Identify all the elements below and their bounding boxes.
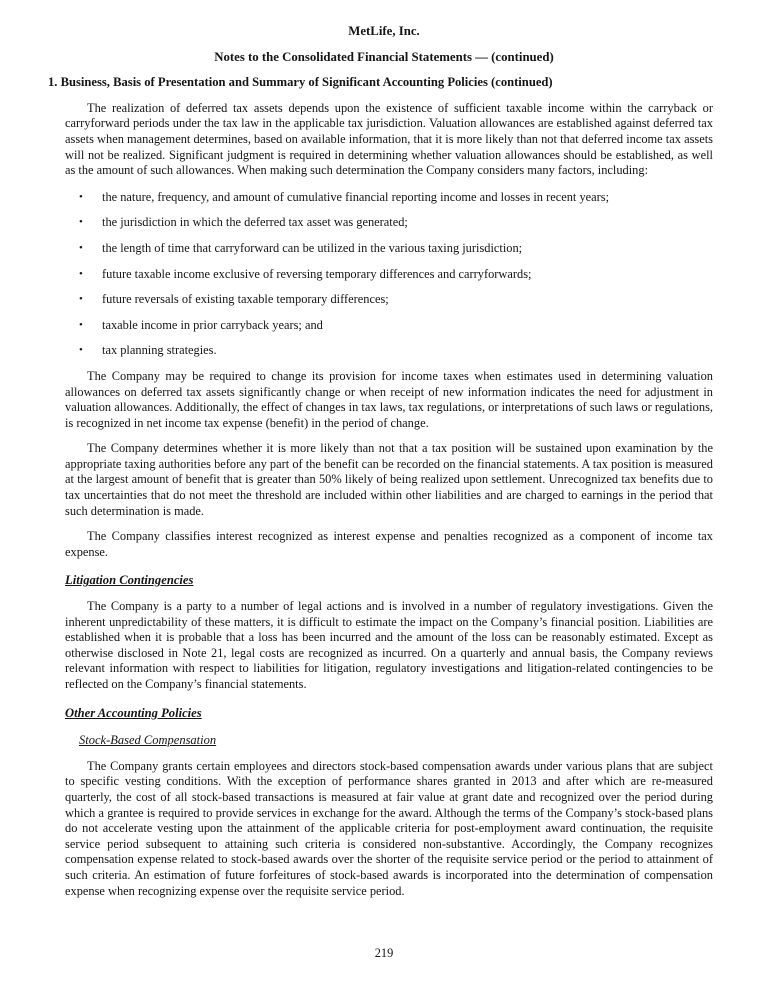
document-title: Notes to the Consolidated Financial Statements — (continued) (214, 49, 554, 64)
list-item (65, 292, 713, 308)
list-item-text: future taxable income exclusive of reversing temporary differences and carryforwards; (102, 266, 532, 281)
paragraph-tax-position: The Company determines whether it is more likely than not that a tax position will be sustained upon examination by the appropriate taxing authorities before any part of the benefit can be recorded on the financial statements. A tax position is measured at the largest amount of benefit that is greater than 50% likely of being realized upon settlement. Unrecognized tax benefits due to tax uncertainties that do not meet the threshold are included within other liabilities and are charged to earnings in the period that such determination is made. (65, 441, 713, 518)
bullet-icon: • (79, 190, 83, 203)
list-item-text: future reversals of existing taxable temporary differences; (102, 292, 389, 307)
litigation-contingencies-heading: Litigation Contingencies (65, 573, 194, 588)
list-item-text: the length of time that carryforward can be utilized in the various taxing jurisdiction; (102, 240, 523, 255)
list-item (65, 241, 713, 257)
list-item (65, 190, 713, 206)
company-title: MetLife, Inc. (348, 24, 420, 38)
bullet-icon: • (79, 318, 83, 331)
bullet-icon: • (79, 344, 83, 357)
list-item-text: tax planning strategies. (102, 343, 217, 358)
paragraph-provision-change: The Company may be required to change its provision for income taxes when estimates used in determining valuation allowances on deferred tax assets significantly change or when receipt of new information indicates the need for adjustment in valuation allowances. Additionally, the effect of changes in tax laws, tax regulations, or interpretations of such laws or regulations, is recognized in net income tax expense (benefit) in the period of change. (65, 368, 713, 430)
bullet-icon: • (79, 293, 83, 306)
bullet-icon: • (79, 267, 83, 280)
valuation-factors-list (65, 190, 713, 359)
paragraph-deferred-tax-realization: The realization of deferred tax assets depends upon the existence of sufficient taxable income within the carryback or carryforward periods under the tax law in the applicable tax jurisdiction. Valuation allowances are established against deferred tax assets when management determines, based on available information, that it is more likely than not that deferred income tax assets will not be realized. Significant judgment is required in determining whether valuation allowances should be established, as well as the amount of such allowances. When making such determination the Company considers many factors, including: (65, 100, 713, 178)
other-accounting-policies-heading: Other Accounting Policies (65, 705, 202, 720)
bullet-icon: • (79, 241, 83, 254)
list-item (65, 267, 713, 283)
paragraph-stock-compensation: The Company grants certain employees and directors stock-based compensation awards under various plans that are subject to specific vesting conditions. With the exception of performance shares granted in 2013 and after which are re-measured quarterly, the cost of all stock-based transactions is measured at fair value at grant date and recognized over the period during which a grantee is required to provide services in exchange for the award. Although the terms of the Company’s stock-based plans do not accelerate vesting upon the attainment of the applicable criteria for post-employment award continuation, the requisite service period subsequent to attaining such criteria is considered non-substantive. Accordingly, the Company recognizes compensation expense related to stock-based awards over the shorter of the requisite service period or the period to attainment of such criteria. An estimation of future forfeitures of stock-based awards is incorporated into the determination of compensation expense when recognizing expense over the requisite service period. (65, 758, 713, 898)
list-item-text: the jurisdiction in which the deferred tax asset was generated; (102, 215, 408, 230)
paragraph-litigation: The Company is a party to a number of legal actions and is involved in a number of regulatory investigations. Given the inherent unpredictability of these matters, it is difficult to estimate the impact on the Company’s financial position. Liabilities are established when it is probable that a loss has been incurred and the amount of the loss can be reasonably estimated. Except as otherwise disclosed in Note 21, legal costs are recognized as incurred. On a quarterly and annual basis, the Company reviews relevant information with respect to liabilities for litigation, regulatory investigations and litigation-related contingencies to be reflected on the Company’s financial statements. (65, 599, 713, 691)
bullet-icon: • (79, 216, 83, 229)
page-footer (0, 946, 768, 962)
list-item-text: taxable income in prior carryback years; and (102, 317, 323, 332)
paragraph-interest-penalties: The Company classifies interest recognized as interest expense and penalties recognized as a component of income tax expense. (65, 529, 713, 559)
stock-based-compensation-heading: Stock-Based Compensation (79, 733, 217, 748)
document-body (65, 101, 713, 899)
section-heading: 1. Business, Basis of Presentation and Summary of Significant Accounting Policies (continued) (48, 75, 553, 90)
list-item (65, 318, 713, 334)
list-item (65, 343, 713, 359)
document-header (0, 0, 768, 91)
list-item-text: the nature, frequency, and amount of cumulative financial reporting income and losses in recent years; (102, 189, 610, 204)
list-item (65, 215, 713, 231)
page-number: 219 (374, 946, 394, 960)
